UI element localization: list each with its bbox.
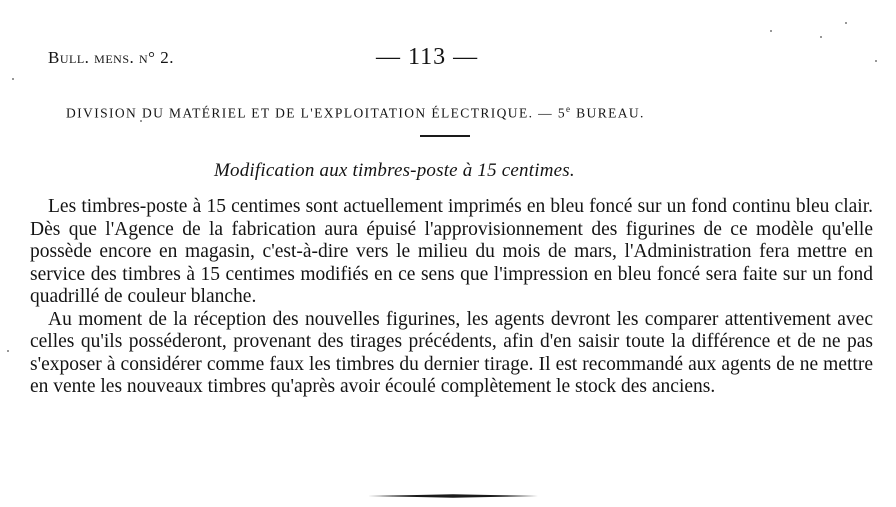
bulletin-reference: Bull. mens. n° 2.: [48, 48, 174, 67]
article-body: [30, 196, 873, 399]
section-divider: [420, 135, 470, 137]
division-superscript: e: [565, 104, 572, 114]
article-title: Modification aux timbres-poste à 15 centimes.: [214, 160, 575, 181]
end-ornament-rule: [368, 494, 538, 498]
division-text: DIVISION DU MATÉRIEL ET DE L'EXPLOITATION ÉLECTRIQUE. — 5: [66, 105, 566, 121]
page-number: — 113 —: [376, 44, 479, 70]
division-heading: [66, 104, 836, 122]
paragraph-2: Au moment de la réception des nouvelles figurines, les agents devront les comparer attentivement avec celles qu'ils posséderont, provenant des tirages précédents, afin d'en saisir toute la différence et de ne pas s'exposer à considérer comme faux les timbres du dernier tirage. Il est recommandé aux agents de ne mettre en vente les nouveaux timbres qu'après avoir écoulé complètement le stock des anciens.: [30, 308, 873, 397]
division-suffix: BUREAU.: [571, 105, 645, 121]
paragraph-1: Les timbres-poste à 15 centimes sont actuellement imprimés en bleu foncé sur un fond continu bleu clair. Dès que l'Agence de la fabrication aura épuisé l'approvisionnement des figurines de ce modèle qu'elle possède encore en magasin, c'est-à-dire vers le milieu du mois de mars, l'Administration fera mettre en service des timbres à 15 centimes modifiés en ce sens que l'impression en bleu foncé sera faite sur un fond quadrillé de couleur blanche.: [30, 196, 873, 307]
running-head: [48, 44, 848, 74]
